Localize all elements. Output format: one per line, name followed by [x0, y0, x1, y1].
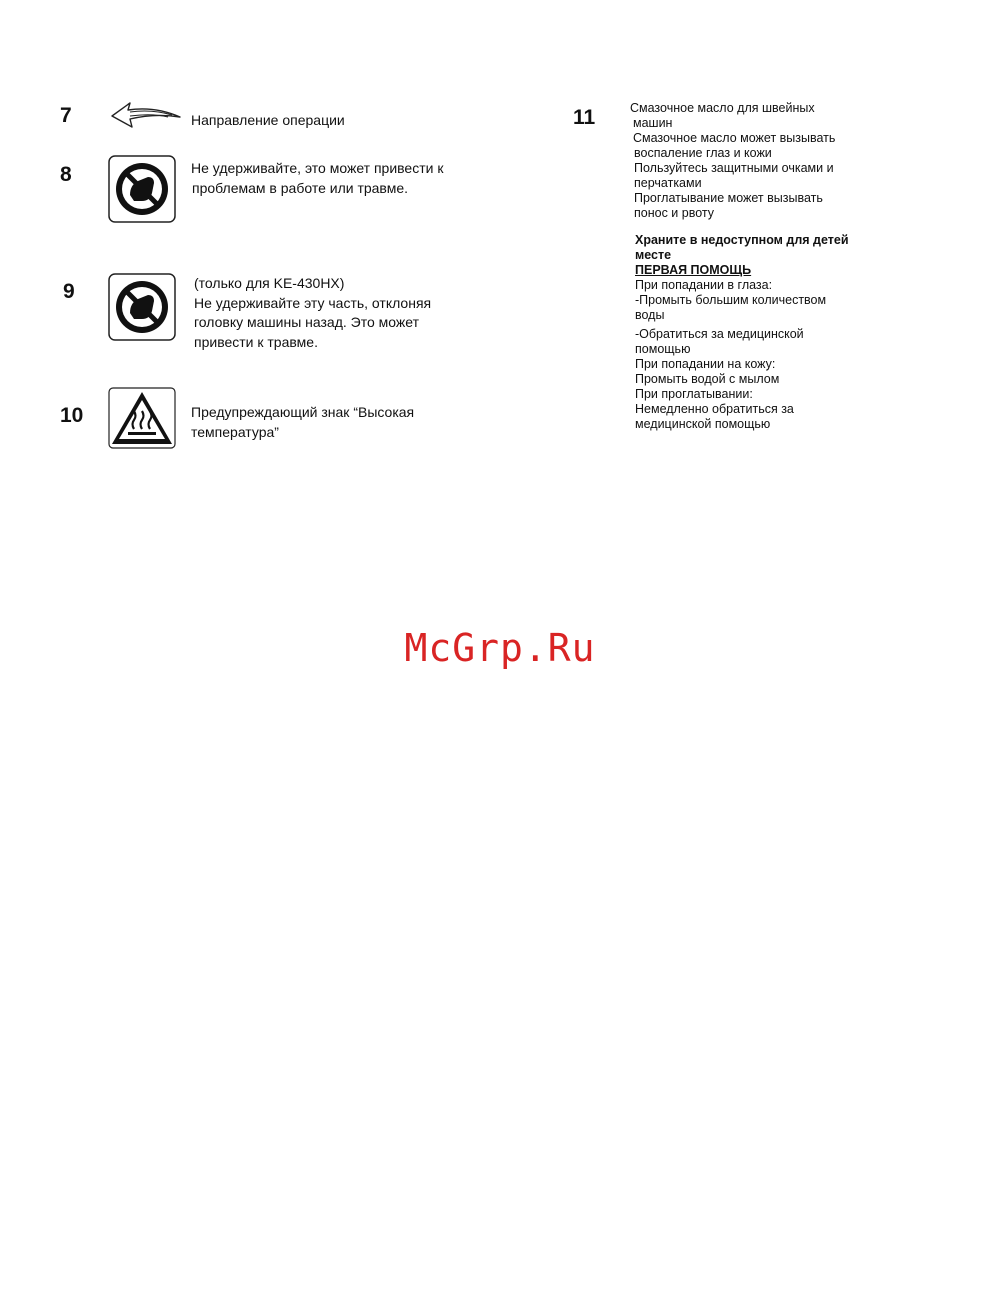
item-9-line: привести к травме.	[194, 333, 318, 350]
item-number-9: 9	[63, 280, 75, 303]
item-11-line: перчатками	[634, 176, 702, 190]
item-11-line: машин	[633, 116, 673, 130]
arrow-left-icon	[110, 100, 182, 135]
item-7-text	[191, 111, 345, 131]
hot-surface-warning-icon	[108, 387, 176, 454]
first-aid-line: При попадании на кожу:	[635, 357, 776, 371]
no-touch-hand-icon	[108, 155, 176, 228]
item-11-line: Смазочное масло для швейных	[630, 101, 815, 115]
item-8-line: проблемам в работе или травме.	[192, 179, 409, 196]
item-8-text	[191, 159, 443, 198]
first-aid-line: воды	[635, 308, 665, 322]
first-aid-line: -Промыть большим количеством	[635, 293, 827, 307]
first-aid-line: -Обратиться за медицинской	[635, 327, 804, 341]
item-9-line: Не удерживайте эту часть, отклоняя	[194, 294, 432, 311]
first-aid-title: ПЕРВАЯ ПОМОЩЬ	[635, 263, 752, 277]
item-10-text	[191, 403, 414, 442]
item-number-7: 7	[60, 104, 72, 127]
item-11-line: воспаление глаз и кожи	[634, 146, 772, 160]
item-9-line: (только для KE-430HX)	[194, 275, 345, 291]
watermark: McGrp.Ru	[404, 626, 596, 670]
item-number-11: 11	[573, 106, 596, 129]
item-10-line: температура”	[191, 423, 279, 440]
item-9-line: головку машины назад. Это может	[194, 314, 420, 330]
first-aid-line: медицинской помощью	[635, 417, 771, 431]
first-aid-line: Немедленно обратиться за	[635, 402, 794, 416]
first-aid-line: Промыть водой с мылом	[635, 372, 780, 386]
item-7-line: Направление операции	[191, 112, 345, 128]
no-touch-hand-icon	[108, 273, 176, 346]
first-aid-line: При попадании в глаза:	[635, 278, 773, 292]
first-aid-line: помощью	[635, 342, 691, 356]
item-number-8: 8	[60, 163, 72, 186]
keep-away-warning: месте	[635, 248, 672, 262]
item-number-10: 10	[60, 404, 84, 427]
item-10-line: Предупреждающий знак “Высокая	[191, 404, 415, 420]
item-9-text	[194, 274, 431, 352]
item-8-line: Не удерживайте, это может привести к	[191, 160, 444, 176]
item-11-line: Смазочное масло может вызывать	[633, 131, 836, 145]
item-11-line: Проглатывание может вызывать	[634, 191, 823, 205]
first-aid-line: При проглатывании:	[635, 387, 753, 401]
item-11-line: понос и рвоту	[634, 206, 714, 220]
keep-away-warning: Храните в недоступном для детей	[635, 233, 849, 247]
item-11-line: Пользуйтесь защитными очками и	[634, 161, 834, 175]
item-11-text	[630, 101, 849, 432]
